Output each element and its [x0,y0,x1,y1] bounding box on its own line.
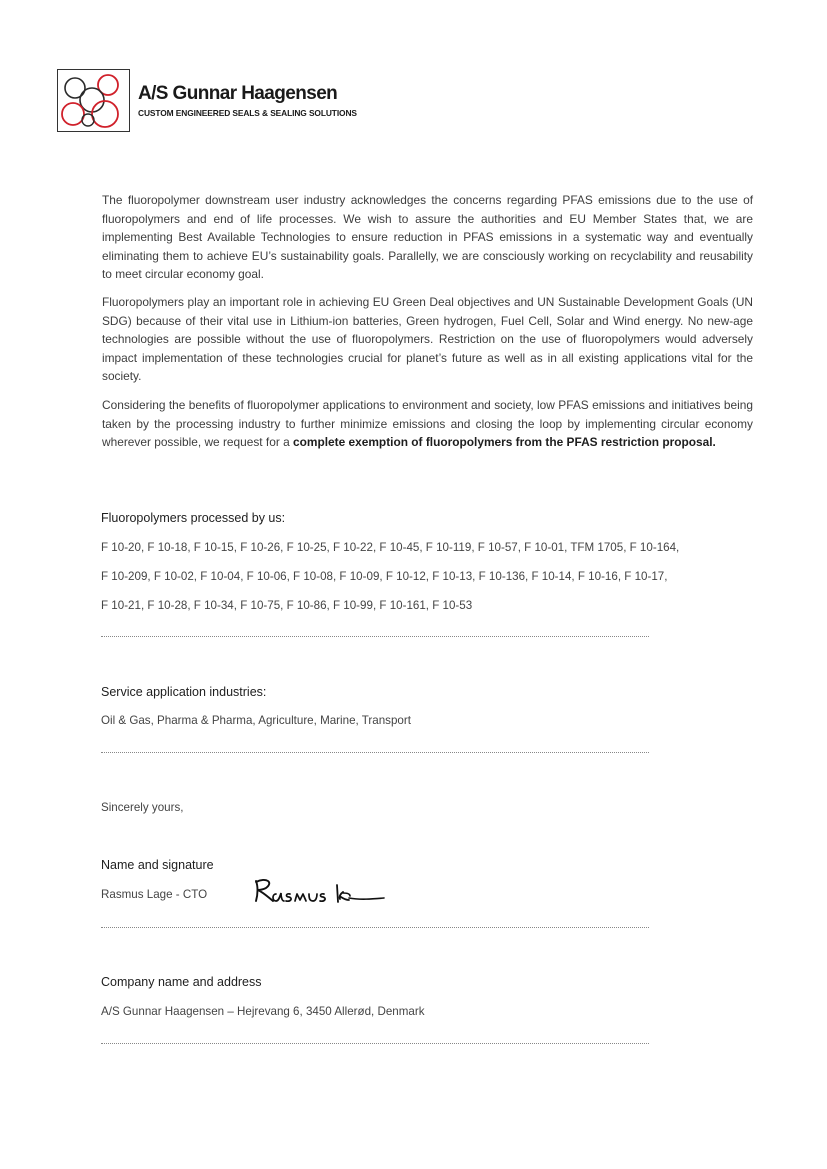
fluoropolymer-list-line: F 10-21, F 10-28, F 10-34, F 10-75, F 10-86, F 10-99, F 10-161, F 10-53 [101,599,473,612]
company-address-heading: Company name and address [101,975,262,989]
company-tagline: CUSTOM ENGINEERED SEALS & SEALING SOLUTIONS [138,108,357,118]
paragraph-commitment: The fluoropolymer downstream user industry acknowledges the concerns regarding PFAS emissions due to the use of fluoropolymers and end of life processes. We wish to assure the authorities and EU Member States that, we are implementing Best Available Technologies to ensure reduction in PFAS emissions in a systematic way and eventually eliminating them to achieve EU’s sustainability goals. Parallelly, we are consciously working on recyclability and reusability to meet circular economy goal. [102,193,753,281]
request-emphasis: complete exemption of fluoropolymers from the PFAS restriction proposal. [293,435,716,449]
fluoropolymers-heading: Fluoropolymers processed by us: [101,511,286,525]
company-address-value: A/S Gunnar Haagensen – Hejrevang 6, 3450 Allerød, Denmark [101,1005,425,1018]
handwritten-signature [252,876,387,908]
fill-in-line [101,636,649,637]
paragraph-request [102,396,753,452]
paragraph-importance: Fluoropolymers play an important role in achieving EU Green Deal objectives and UN Sustainable Development Goals (UN SDG) because of their vital use in Lithium-ion batteries, Green hydrogen, Fuel Cell, Solar and Wind energy. No new-age technologies are possible without the use of fluoropolymers. Restriction on the use of fluoropolymers would adversely impact implementation of these technologies crucial for planet’s future as well as in all existing applications vital for the society. [102,295,753,383]
fill-in-line [101,1043,649,1044]
signatory-value: Rasmus Lage - CTO [101,888,208,901]
fluoropolymer-list-line: F 10-20, F 10-18, F 10-15, F 10-26, F 10-25, F 10-22, F 10-45, F 10-119, F 10-57, F 10-01, TFM 1705, F 10-164, [101,541,680,554]
fluoropolymer-list-line: F 10-209, F 10-02, F 10-04, F 10-06, F 10-08, F 10-09, F 10-12, F 10-13, F 10-136, F 10-14, F 10-16, F 10-17, [101,570,668,583]
fill-in-line [101,927,649,928]
company-name: A/S Gunnar Haagensen [138,83,338,104]
signatory-heading: Name and signature [101,858,214,872]
closing-text: Sincerely yours, [101,801,184,814]
request-text: Considering the benefits of fluoropolymer applications to environment and society, low PFAS emissions and initiatives being taken by the processing industry to further minimize emissions and closing the loop by implementing circular economy wherever possible, we request for a [102,398,753,449]
company-logo [57,69,130,132]
logo-rings-icon [58,70,128,130]
industries-heading: Service application industries: [101,685,267,699]
fill-in-line [101,752,649,753]
industries-value: Oil & Gas, Pharma & Pharma, Agriculture, Marine, Transport [101,714,411,727]
